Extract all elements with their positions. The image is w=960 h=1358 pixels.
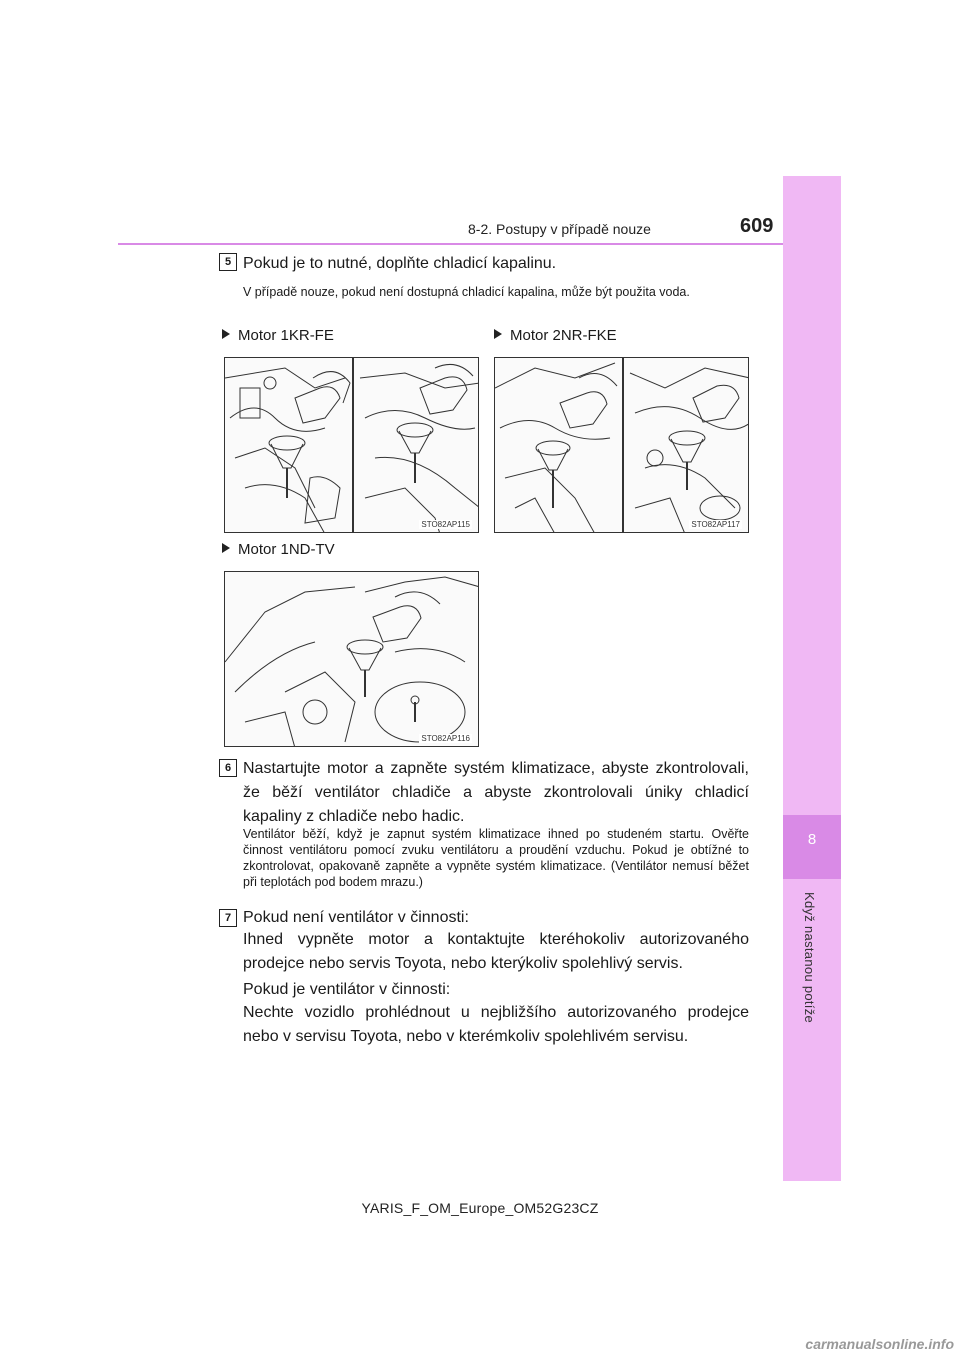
side-tab-strip bbox=[783, 176, 841, 1181]
triangle-bullet-icon bbox=[222, 329, 230, 339]
step-6-note: Ventilátor běží, když je zapnut systém klimatizace ihned po studeném startu. Ověřte činnost ventilátoru pomocí zvuku ventilátoru a proudění vzduchu. Pokud je obtížné to zkontrolovat, opakovaně zapněte a vypněte systém klimatizace. (Ventilátor nemusí běžet při teplotách pod bodem mrazu.) bbox=[243, 827, 749, 889]
figure-code-1kr: STO82AP115 bbox=[421, 520, 470, 529]
step-5-text: Pokud je to nutné, doplňte chladicí kapalinu. bbox=[243, 255, 557, 272]
page-number: 609 bbox=[740, 215, 774, 237]
watermark: carmanualsonline.info bbox=[805, 1336, 954, 1352]
step-number-6: 6 bbox=[219, 759, 237, 777]
figure-code-2nr: STO82AP117 bbox=[691, 520, 740, 529]
figure-caption-2nr: Motor 2NR-FKE bbox=[494, 327, 617, 344]
figure-code-1nd: STO82AP116 bbox=[421, 734, 470, 743]
step-7-action-on: Nechte vozidlo prohlédnout u nejbližšího autorizovaného prodejce nebo v servisu Toyota, nebo v kterémkoliv spolehlivém servisu. bbox=[243, 1004, 749, 1045]
engine-drawing-1nd bbox=[225, 572, 479, 747]
step-6-text: Nastartujte motor a zapněte systém klimatizace, abyste zkontrolovali, že běží ventilátor chladiče a abyste zkontrolovali úniky chladicí kapaliny z chladiče nebo hadic. bbox=[243, 760, 749, 825]
step-number-5: 5 bbox=[219, 253, 237, 271]
chapter-number: 8 bbox=[807, 831, 817, 848]
engine-drawing-1kr bbox=[225, 358, 479, 533]
triangle-bullet-icon bbox=[494, 329, 502, 339]
step-5-note: V případě nouze, pokud není dostupná chladicí kapalina, může být použita voda. bbox=[243, 285, 690, 299]
triangle-bullet-icon bbox=[222, 543, 230, 553]
step-number-7: 7 bbox=[219, 909, 237, 927]
step-7-action-off: Ihned vypněte motor a kontaktujte kteréhokoliv autorizovaného prodejce nebo servis Toyota, nebo kterýkoliv spolehlivý servis. bbox=[243, 931, 749, 972]
figure-caption-1nd: Motor 1ND-TV bbox=[222, 541, 335, 558]
header-rule bbox=[118, 243, 783, 245]
figure-caption-1kr: Motor 1KR-FE bbox=[222, 327, 334, 344]
step-7-condition-off: Pokud není ventilátor v činnosti: bbox=[243, 909, 469, 926]
engine-illustration-1nd bbox=[224, 571, 479, 747]
section-title: 8-2. Postupy v případě nouze bbox=[468, 221, 651, 237]
engine-illustration-1kr bbox=[224, 357, 479, 533]
document-code: YARIS_F_OM_Europe_OM52G23CZ bbox=[361, 1200, 599, 1216]
chapter-title: Když nastanou potíže bbox=[802, 892, 817, 1024]
engine-illustration-2nr bbox=[494, 357, 749, 533]
step-7-condition-on: Pokud je ventilátor v činnosti: bbox=[243, 981, 451, 998]
engine-drawing-2nr bbox=[495, 358, 749, 533]
